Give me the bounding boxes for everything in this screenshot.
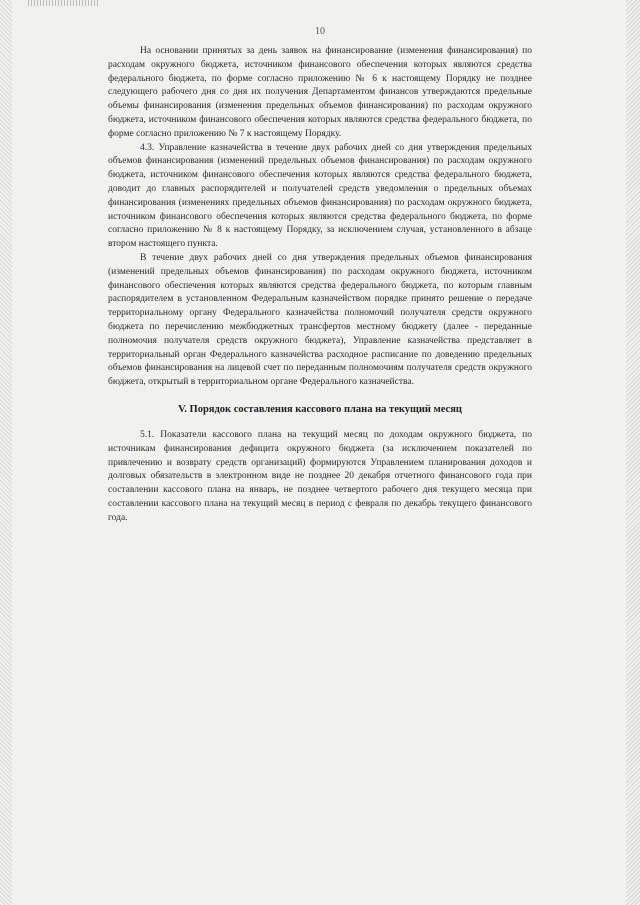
scan-edge-right bbox=[626, 0, 640, 905]
scan-edge-left bbox=[0, 0, 12, 905]
page-number: 10 bbox=[315, 26, 325, 37]
document-page bbox=[108, 26, 532, 526]
spacer bbox=[108, 415, 532, 429]
paragraph: 5.1. Показатели кассового плана на текущий месяц по доходам окружного бюджета, по источникам финансирования дефицита окружного бюджета (за исключением показателей по привлечению и возврату средств организаций) формируются Управлением планирования доходов и долговых обязательств в электронном виде не позднее 20 декабря отчетного финансового года при составлении кассового плана на январь, не позднее четвертого рабочего дня текущего месяца при составлении кассового плана на текущий месяц в период с февраля по декабрь текущего финансового года. bbox=[108, 429, 532, 523]
paragraph: 4.3. Управление казначейства в течение двух рабочих дней со дня утверждения предельных объемов финансирования (изменений предельных объемов финансирования) по расходам окружного бюджета, источником финансового обеспечения которых являются средства федерального бюджета, доводит до главных распорядителей и получателей средств уведомления о предельных объемах финансирования (изменениях предельных объемов финансирования) по расходам окружного бюджета, источником финансового обеспечения которых являются средства федерального бюджета, по форме согласно приложению № 8 к настоящему Порядку, за исключением случая, установленного в абзаце втором настоящего пункта. bbox=[108, 142, 532, 250]
section-heading: V. Порядок составления кассового плана на текущий месяц bbox=[178, 403, 462, 415]
spacer bbox=[108, 390, 532, 404]
paragraph: На основании принятых за день заявок на финансирование (изменения финансирования) по расходам окружного бюджета, источником финансового обеспечения которых являются средства федерального бюджета, по форме согласно приложению № 6 к настоящему Порядку не позднее следующего рабочего дня со дня их получения Департаментом финансов утверждаются предельные объемы финансирования (изменения предельных объемов финансирования) по расходам окружного бюджета, источником финансового обеспечения которых являются средства федерального бюджета, по форме согласно приложению № 7 к настоящему Порядку. bbox=[108, 46, 532, 139]
paragraph: В течение двух рабочих дней со дня утверждения предельных объемов финансирования (изменений предельных объемов финансирования) по расходам окружного бюджета, источником финансового обеспечения которых являются средства федерального бюджета, по которым главным распорядителем в установленном Федеральным казначейством порядке принято решение о передаче территориальному органу Федерального казначейства полномочий получателя средств окружного бюджета по перечислению межбюджетных трансфертов местному бюджету (далее - переданные полномочия получателя средств окружного бюджета), Управление казначейства представляет в территориальный орган Федерального казначейства расходное расписание по доведению предельных объемов финансирования на лицевой счет по переданным полномочиям получателя средств окружного бюджета, открытый в территориальном органе Федерального казначейства. bbox=[108, 252, 532, 388]
scan-edge-top bbox=[28, 0, 98, 6]
